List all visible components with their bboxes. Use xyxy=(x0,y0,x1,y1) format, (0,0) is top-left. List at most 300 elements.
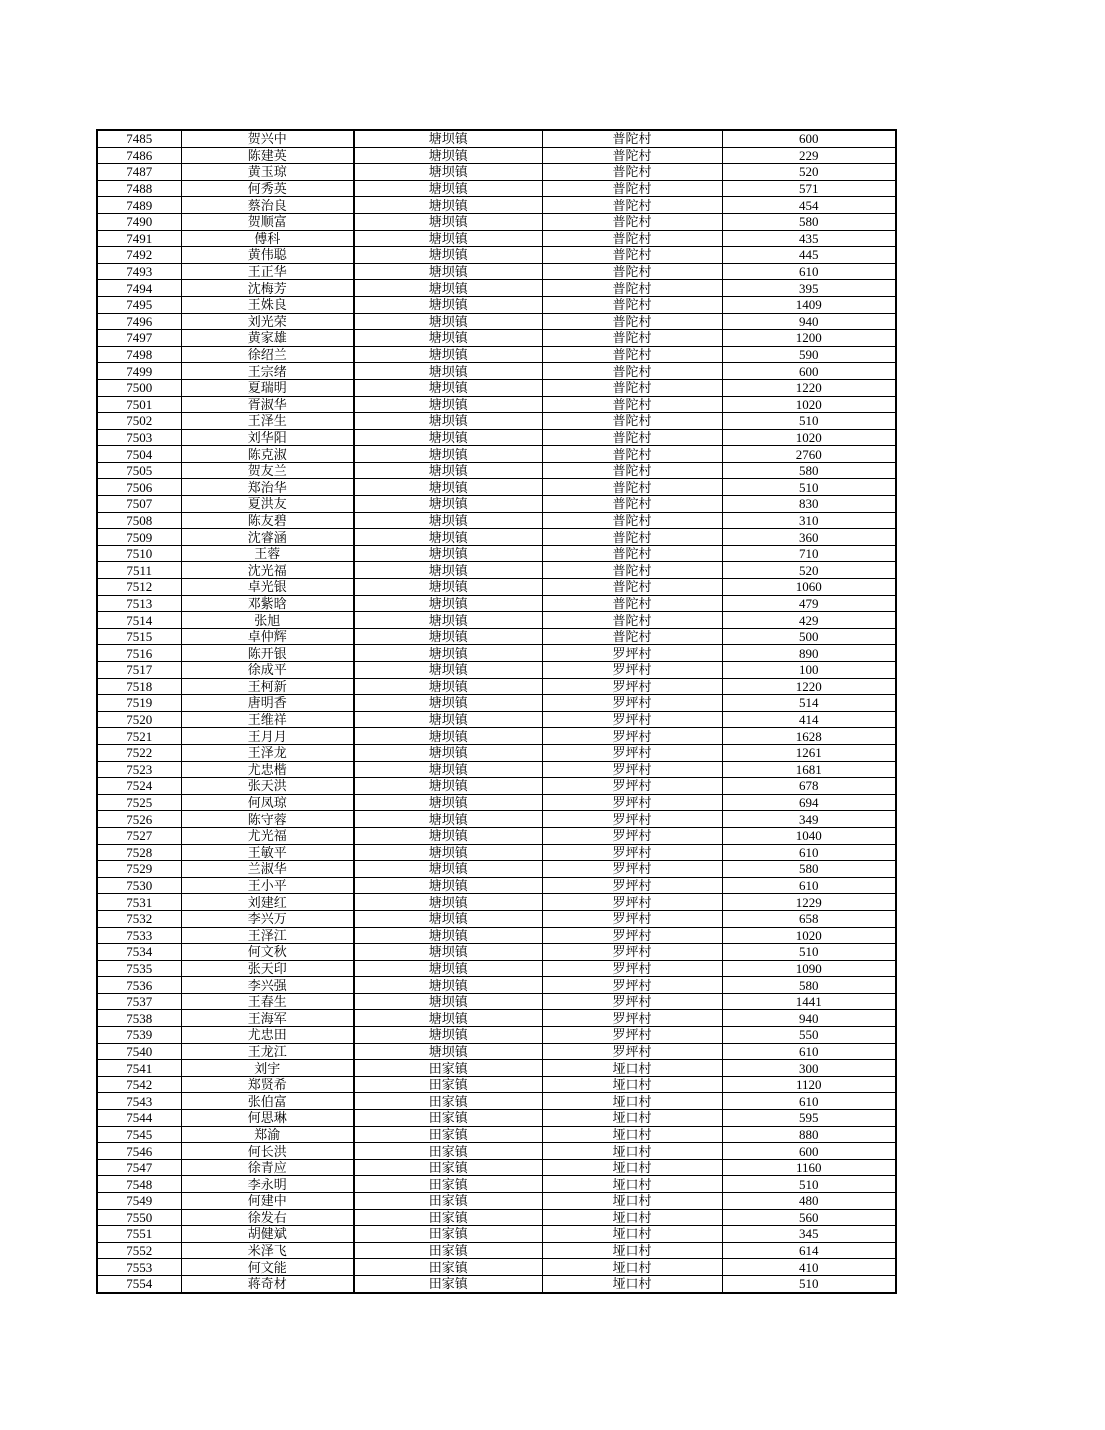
village-cell: 普陀村 xyxy=(542,512,722,529)
name-cell: 李兴万 xyxy=(181,910,354,927)
row-id-cell: 7498 xyxy=(97,346,181,363)
village-cell: 普陀村 xyxy=(542,429,722,446)
amount-cell: 454 xyxy=(722,197,896,214)
name-cell: 邓紫晗 xyxy=(181,595,354,612)
row-id-cell: 7537 xyxy=(97,993,181,1010)
table-row xyxy=(97,1259,896,1276)
table-row xyxy=(97,379,896,396)
town-cell: 田家镇 xyxy=(354,1275,542,1292)
row-id-cell: 7524 xyxy=(97,778,181,795)
name-cell: 何凤琼 xyxy=(181,794,354,811)
town-cell: 田家镇 xyxy=(354,1093,542,1110)
amount-cell: 610 xyxy=(722,263,896,280)
village-cell: 罗坪村 xyxy=(542,728,722,745)
name-cell: 夏瑞明 xyxy=(181,379,354,396)
row-id-cell: 7497 xyxy=(97,330,181,347)
table-row xyxy=(97,662,896,679)
table-row xyxy=(97,446,896,463)
town-cell: 塘坝镇 xyxy=(354,628,542,645)
town-cell: 塘坝镇 xyxy=(354,363,542,380)
town-cell: 塘坝镇 xyxy=(354,379,542,396)
amount-cell: 880 xyxy=(722,1126,896,1143)
village-cell: 垭口村 xyxy=(542,1076,722,1093)
town-cell: 塘坝镇 xyxy=(354,263,542,280)
amount-cell: 1200 xyxy=(722,330,896,347)
name-cell: 王柯新 xyxy=(181,678,354,695)
village-cell: 垭口村 xyxy=(542,1209,722,1226)
village-cell: 普陀村 xyxy=(542,263,722,280)
name-cell: 徐青应 xyxy=(181,1159,354,1176)
town-cell: 塘坝镇 xyxy=(354,827,542,844)
name-cell: 兰淑华 xyxy=(181,861,354,878)
amount-cell: 1020 xyxy=(722,927,896,944)
table-row xyxy=(97,861,896,878)
row-id-cell: 7505 xyxy=(97,462,181,479)
village-cell: 罗坪村 xyxy=(542,894,722,911)
town-cell: 塘坝镇 xyxy=(354,413,542,430)
town-cell: 塘坝镇 xyxy=(354,462,542,479)
data-table xyxy=(96,129,897,1294)
village-cell: 罗坪村 xyxy=(542,993,722,1010)
town-cell: 塘坝镇 xyxy=(354,296,542,313)
town-cell: 塘坝镇 xyxy=(354,595,542,612)
town-cell: 塘坝镇 xyxy=(354,230,542,247)
row-id-cell: 7500 xyxy=(97,379,181,396)
amount-cell: 595 xyxy=(722,1110,896,1127)
table-row xyxy=(97,1193,896,1210)
town-cell: 田家镇 xyxy=(354,1076,542,1093)
village-cell: 罗坪村 xyxy=(542,1027,722,1044)
amount-cell: 1020 xyxy=(722,396,896,413)
amount-cell: 520 xyxy=(722,562,896,579)
table-row xyxy=(97,827,896,844)
row-id-cell: 7516 xyxy=(97,645,181,662)
amount-cell: 1409 xyxy=(722,296,896,313)
table-row xyxy=(97,562,896,579)
town-cell: 塘坝镇 xyxy=(354,645,542,662)
town-cell: 塘坝镇 xyxy=(354,512,542,529)
town-cell: 塘坝镇 xyxy=(354,728,542,745)
name-cell: 刘华阳 xyxy=(181,429,354,446)
village-cell: 普陀村 xyxy=(542,496,722,513)
town-cell: 塘坝镇 xyxy=(354,180,542,197)
name-cell: 李永明 xyxy=(181,1176,354,1193)
village-cell: 普陀村 xyxy=(542,462,722,479)
row-id-cell: 7547 xyxy=(97,1159,181,1176)
village-cell: 普陀村 xyxy=(542,595,722,612)
table-row xyxy=(97,595,896,612)
village-cell: 罗坪村 xyxy=(542,778,722,795)
town-cell: 塘坝镇 xyxy=(354,794,542,811)
village-cell: 垭口村 xyxy=(542,1275,722,1292)
name-cell: 刘宇 xyxy=(181,1060,354,1077)
row-id-cell: 7551 xyxy=(97,1226,181,1243)
amount-cell: 610 xyxy=(722,1043,896,1060)
village-cell: 垭口村 xyxy=(542,1110,722,1127)
town-cell: 田家镇 xyxy=(354,1209,542,1226)
amount-cell: 580 xyxy=(722,861,896,878)
row-id-cell: 7502 xyxy=(97,413,181,430)
table-row xyxy=(97,1126,896,1143)
village-cell: 垭口村 xyxy=(542,1159,722,1176)
name-cell: 陈开银 xyxy=(181,645,354,662)
town-cell: 田家镇 xyxy=(354,1143,542,1160)
amount-cell: 445 xyxy=(722,247,896,264)
town-cell: 田家镇 xyxy=(354,1242,542,1259)
row-id-cell: 7526 xyxy=(97,811,181,828)
village-cell: 普陀村 xyxy=(542,180,722,197)
amount-cell: 600 xyxy=(722,363,896,380)
table-row xyxy=(97,910,896,927)
row-id-cell: 7549 xyxy=(97,1193,181,1210)
village-cell: 罗坪村 xyxy=(542,695,722,712)
table-row xyxy=(97,1275,896,1292)
amount-cell: 1681 xyxy=(722,761,896,778)
amount-cell: 614 xyxy=(722,1242,896,1259)
name-cell: 何文能 xyxy=(181,1259,354,1276)
name-cell: 贺兴中 xyxy=(181,130,354,147)
village-cell: 垭口村 xyxy=(542,1242,722,1259)
row-id-cell: 7499 xyxy=(97,363,181,380)
name-cell: 王正华 xyxy=(181,263,354,280)
name-cell: 王泽生 xyxy=(181,413,354,430)
table-row xyxy=(97,479,896,496)
name-cell: 王宗绪 xyxy=(181,363,354,380)
amount-cell: 1441 xyxy=(722,993,896,1010)
village-cell: 普陀村 xyxy=(542,164,722,181)
name-cell: 张伯富 xyxy=(181,1093,354,1110)
amount-cell: 610 xyxy=(722,877,896,894)
village-cell: 普陀村 xyxy=(542,130,722,147)
village-cell: 普陀村 xyxy=(542,413,722,430)
name-cell: 胥淑华 xyxy=(181,396,354,413)
row-id-cell: 7512 xyxy=(97,579,181,596)
name-cell: 沈梅芳 xyxy=(181,280,354,297)
village-cell: 罗坪村 xyxy=(542,1043,722,1060)
village-cell: 垭口村 xyxy=(542,1176,722,1193)
table-row xyxy=(97,761,896,778)
row-id-cell: 7507 xyxy=(97,496,181,513)
town-cell: 塘坝镇 xyxy=(354,496,542,513)
town-cell: 塘坝镇 xyxy=(354,1010,542,1027)
amount-cell: 890 xyxy=(722,645,896,662)
amount-cell: 1261 xyxy=(722,744,896,761)
name-cell: 沈光福 xyxy=(181,562,354,579)
town-cell: 塘坝镇 xyxy=(354,778,542,795)
amount-cell: 410 xyxy=(722,1259,896,1276)
town-cell: 塘坝镇 xyxy=(354,977,542,994)
town-cell: 塘坝镇 xyxy=(354,579,542,596)
table-row xyxy=(97,1209,896,1226)
amount-cell: 550 xyxy=(722,1027,896,1044)
name-cell: 何长洪 xyxy=(181,1143,354,1160)
amount-cell: 658 xyxy=(722,910,896,927)
town-cell: 塘坝镇 xyxy=(354,346,542,363)
table-row xyxy=(97,512,896,529)
table-row xyxy=(97,993,896,1010)
village-cell: 垭口村 xyxy=(542,1226,722,1243)
village-cell: 罗坪村 xyxy=(542,910,722,927)
row-id-cell: 7544 xyxy=(97,1110,181,1127)
row-id-cell: 7543 xyxy=(97,1093,181,1110)
name-cell: 陈建英 xyxy=(181,147,354,164)
name-cell: 徐成平 xyxy=(181,662,354,679)
town-cell: 塘坝镇 xyxy=(354,429,542,446)
amount-cell: 590 xyxy=(722,346,896,363)
table-row xyxy=(97,346,896,363)
amount-cell: 580 xyxy=(722,977,896,994)
town-cell: 塘坝镇 xyxy=(354,844,542,861)
name-cell: 张旭 xyxy=(181,612,354,629)
amount-cell: 1020 xyxy=(722,429,896,446)
town-cell: 田家镇 xyxy=(354,1159,542,1176)
row-id-cell: 7536 xyxy=(97,977,181,994)
row-id-cell: 7490 xyxy=(97,213,181,230)
town-cell: 塘坝镇 xyxy=(354,313,542,330)
amount-cell: 600 xyxy=(722,1143,896,1160)
town-cell: 塘坝镇 xyxy=(354,861,542,878)
amount-cell: 435 xyxy=(722,230,896,247)
village-cell: 普陀村 xyxy=(542,628,722,645)
amount-cell: 571 xyxy=(722,180,896,197)
village-cell: 普陀村 xyxy=(542,545,722,562)
amount-cell: 480 xyxy=(722,1193,896,1210)
row-id-cell: 7531 xyxy=(97,894,181,911)
town-cell: 塘坝镇 xyxy=(354,545,542,562)
village-cell: 罗坪村 xyxy=(542,711,722,728)
town-cell: 田家镇 xyxy=(354,1226,542,1243)
amount-cell: 1160 xyxy=(722,1159,896,1176)
row-id-cell: 7503 xyxy=(97,429,181,446)
row-id-cell: 7550 xyxy=(97,1209,181,1226)
name-cell: 何思琳 xyxy=(181,1110,354,1127)
amount-cell: 510 xyxy=(722,479,896,496)
town-cell: 塘坝镇 xyxy=(354,711,542,728)
village-cell: 罗坪村 xyxy=(542,827,722,844)
row-id-cell: 7522 xyxy=(97,744,181,761)
town-cell: 田家镇 xyxy=(354,1259,542,1276)
amount-cell: 510 xyxy=(722,1275,896,1292)
town-cell: 田家镇 xyxy=(354,1176,542,1193)
table-row xyxy=(97,247,896,264)
village-cell: 罗坪村 xyxy=(542,861,722,878)
table-row xyxy=(97,695,896,712)
row-id-cell: 7527 xyxy=(97,827,181,844)
row-id-cell: 7509 xyxy=(97,529,181,546)
village-cell: 垭口村 xyxy=(542,1143,722,1160)
village-cell: 罗坪村 xyxy=(542,794,722,811)
name-cell: 何建中 xyxy=(181,1193,354,1210)
village-cell: 普陀村 xyxy=(542,147,722,164)
town-cell: 塘坝镇 xyxy=(354,280,542,297)
row-id-cell: 7534 xyxy=(97,944,181,961)
amount-cell: 429 xyxy=(722,612,896,629)
table-row xyxy=(97,1226,896,1243)
name-cell: 卓光银 xyxy=(181,579,354,596)
name-cell: 徐绍兰 xyxy=(181,346,354,363)
table-row xyxy=(97,213,896,230)
amount-cell: 610 xyxy=(722,844,896,861)
row-id-cell: 7523 xyxy=(97,761,181,778)
name-cell: 蒋奇材 xyxy=(181,1275,354,1292)
amount-cell: 229 xyxy=(722,147,896,164)
village-cell: 罗坪村 xyxy=(542,844,722,861)
town-cell: 塘坝镇 xyxy=(354,894,542,911)
name-cell: 胡健斌 xyxy=(181,1226,354,1243)
name-cell: 王维祥 xyxy=(181,711,354,728)
table-row xyxy=(97,313,896,330)
name-cell: 沈睿涵 xyxy=(181,529,354,546)
village-cell: 罗坪村 xyxy=(542,960,722,977)
row-id-cell: 7504 xyxy=(97,446,181,463)
table-row xyxy=(97,529,896,546)
amount-cell: 600 xyxy=(722,130,896,147)
name-cell: 刘光荣 xyxy=(181,313,354,330)
table-row xyxy=(97,579,896,596)
village-cell: 普陀村 xyxy=(542,330,722,347)
village-cell: 普陀村 xyxy=(542,280,722,297)
amount-cell: 560 xyxy=(722,1209,896,1226)
amount-cell: 514 xyxy=(722,695,896,712)
town-cell: 塘坝镇 xyxy=(354,247,542,264)
table-row xyxy=(97,1043,896,1060)
row-id-cell: 7532 xyxy=(97,910,181,927)
amount-cell: 510 xyxy=(722,944,896,961)
table-row xyxy=(97,263,896,280)
village-cell: 普陀村 xyxy=(542,529,722,546)
amount-cell: 1040 xyxy=(722,827,896,844)
village-cell: 普陀村 xyxy=(542,379,722,396)
name-cell: 王敏平 xyxy=(181,844,354,861)
table-row xyxy=(97,429,896,446)
table-row xyxy=(97,1159,896,1176)
village-cell: 罗坪村 xyxy=(542,744,722,761)
village-cell: 普陀村 xyxy=(542,213,722,230)
town-cell: 田家镇 xyxy=(354,1193,542,1210)
row-id-cell: 7519 xyxy=(97,695,181,712)
amount-cell: 360 xyxy=(722,529,896,546)
row-id-cell: 7548 xyxy=(97,1176,181,1193)
name-cell: 李兴强 xyxy=(181,977,354,994)
name-cell: 王泽龙 xyxy=(181,744,354,761)
town-cell: 田家镇 xyxy=(354,1110,542,1127)
amount-cell: 694 xyxy=(722,794,896,811)
table-row xyxy=(97,728,896,745)
town-cell: 塘坝镇 xyxy=(354,662,542,679)
town-cell: 塘坝镇 xyxy=(354,910,542,927)
table-row xyxy=(97,130,896,147)
table-row xyxy=(97,280,896,297)
name-cell: 王泽江 xyxy=(181,927,354,944)
village-cell: 普陀村 xyxy=(542,396,722,413)
town-cell: 塘坝镇 xyxy=(354,164,542,181)
table-row xyxy=(97,678,896,695)
table-row xyxy=(97,396,896,413)
table-row xyxy=(97,894,896,911)
amount-cell: 349 xyxy=(722,811,896,828)
village-cell: 罗坪村 xyxy=(542,877,722,894)
amount-cell: 678 xyxy=(722,778,896,795)
amount-cell: 1220 xyxy=(722,678,896,695)
name-cell: 黄家雄 xyxy=(181,330,354,347)
table-row xyxy=(97,944,896,961)
table-row xyxy=(97,147,896,164)
village-cell: 罗坪村 xyxy=(542,645,722,662)
village-cell: 垭口村 xyxy=(542,1093,722,1110)
row-id-cell: 7514 xyxy=(97,612,181,629)
table-row xyxy=(97,1110,896,1127)
town-cell: 塘坝镇 xyxy=(354,1043,542,1060)
town-cell: 塘坝镇 xyxy=(354,927,542,944)
town-cell: 塘坝镇 xyxy=(354,877,542,894)
table-row xyxy=(97,960,896,977)
village-cell: 普陀村 xyxy=(542,479,722,496)
amount-cell: 510 xyxy=(722,1176,896,1193)
row-id-cell: 7530 xyxy=(97,877,181,894)
town-cell: 塘坝镇 xyxy=(354,446,542,463)
amount-cell: 1060 xyxy=(722,579,896,596)
name-cell: 刘建红 xyxy=(181,894,354,911)
table-row xyxy=(97,711,896,728)
town-cell: 田家镇 xyxy=(354,1126,542,1143)
village-cell: 普陀村 xyxy=(542,313,722,330)
table-body xyxy=(97,130,896,1293)
row-id-cell: 7493 xyxy=(97,263,181,280)
village-cell: 罗坪村 xyxy=(542,678,722,695)
row-id-cell: 7501 xyxy=(97,396,181,413)
village-cell: 普陀村 xyxy=(542,247,722,264)
name-cell: 王龙江 xyxy=(181,1043,354,1060)
name-cell: 何文秋 xyxy=(181,944,354,961)
row-id-cell: 7494 xyxy=(97,280,181,297)
table-row xyxy=(97,744,896,761)
row-id-cell: 7528 xyxy=(97,844,181,861)
row-id-cell: 7513 xyxy=(97,595,181,612)
village-cell: 罗坪村 xyxy=(542,662,722,679)
table-row xyxy=(97,413,896,430)
row-id-cell: 7529 xyxy=(97,861,181,878)
table-row xyxy=(97,330,896,347)
table-row xyxy=(97,612,896,629)
row-id-cell: 7506 xyxy=(97,479,181,496)
town-cell: 塘坝镇 xyxy=(354,197,542,214)
row-id-cell: 7520 xyxy=(97,711,181,728)
row-id-cell: 7487 xyxy=(97,164,181,181)
town-cell: 塘坝镇 xyxy=(354,944,542,961)
town-cell: 塘坝镇 xyxy=(354,130,542,147)
row-id-cell: 7542 xyxy=(97,1076,181,1093)
row-id-cell: 7491 xyxy=(97,230,181,247)
village-cell: 罗坪村 xyxy=(542,811,722,828)
name-cell: 尤忠田 xyxy=(181,1027,354,1044)
table-row xyxy=(97,977,896,994)
town-cell: 塘坝镇 xyxy=(354,396,542,413)
row-id-cell: 7495 xyxy=(97,296,181,313)
amount-cell: 940 xyxy=(722,313,896,330)
name-cell: 王春生 xyxy=(181,993,354,1010)
table-row xyxy=(97,230,896,247)
village-cell: 普陀村 xyxy=(542,612,722,629)
village-cell: 罗坪村 xyxy=(542,761,722,778)
village-cell: 罗坪村 xyxy=(542,1010,722,1027)
name-cell: 尤忠楷 xyxy=(181,761,354,778)
table-row xyxy=(97,877,896,894)
amount-cell: 580 xyxy=(722,213,896,230)
amount-cell: 500 xyxy=(722,628,896,645)
amount-cell: 479 xyxy=(722,595,896,612)
village-cell: 垭口村 xyxy=(542,1259,722,1276)
row-id-cell: 7533 xyxy=(97,927,181,944)
